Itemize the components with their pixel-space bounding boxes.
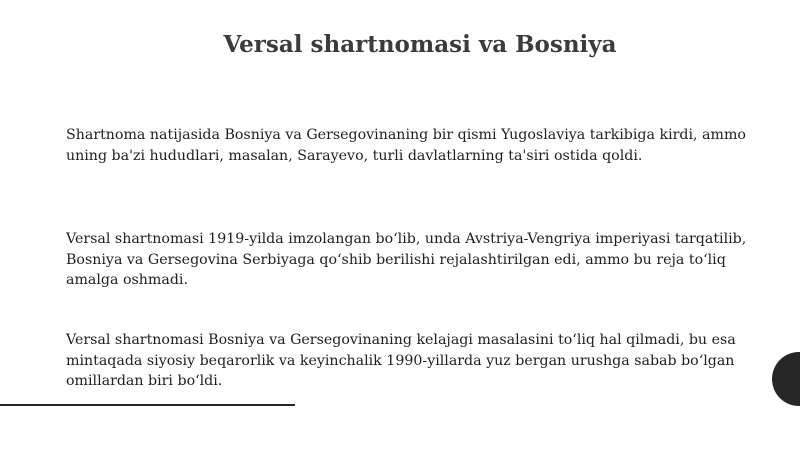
paragraph-2: Versal shartnomasi 1919-yilda imzolangan bo‘lib, unda Avstriya-Vengriya imperiyasi tarqatilib, Bosniya va Gersegovina Serbiyaga qo‘shib berilishi rejalashtirilgan edi, ammo bu reja to‘liq amalga oshmadi.	[66, 231, 747, 288]
decorative-circle	[772, 352, 800, 406]
paragraph-3: Versal shartnomasi Bosniya va Gersegovinaning kelajagi masalasini to‘liq hal qilmadi, bu esa mintaqada siyosiy beqarorlik va keyinchalik 1990-yillarda yuz bergan urushga sabab bo‘lgan omillardan biri bo‘ldi.	[66, 332, 736, 389]
slide-title: Versal shartnomasi va Bosniya	[223, 31, 617, 58]
decorative-divider-line	[0, 404, 295, 406]
paragraph-1: Shartnoma natijasida Bosniya va Gersegovinaning bir qismi Yugoslaviya tarkibiga kirdi, ammo uning ba'zi hududlari, masalan, Sarayevo, turli davlatlarning ta'siri ostida qoldi.	[66, 127, 746, 164]
